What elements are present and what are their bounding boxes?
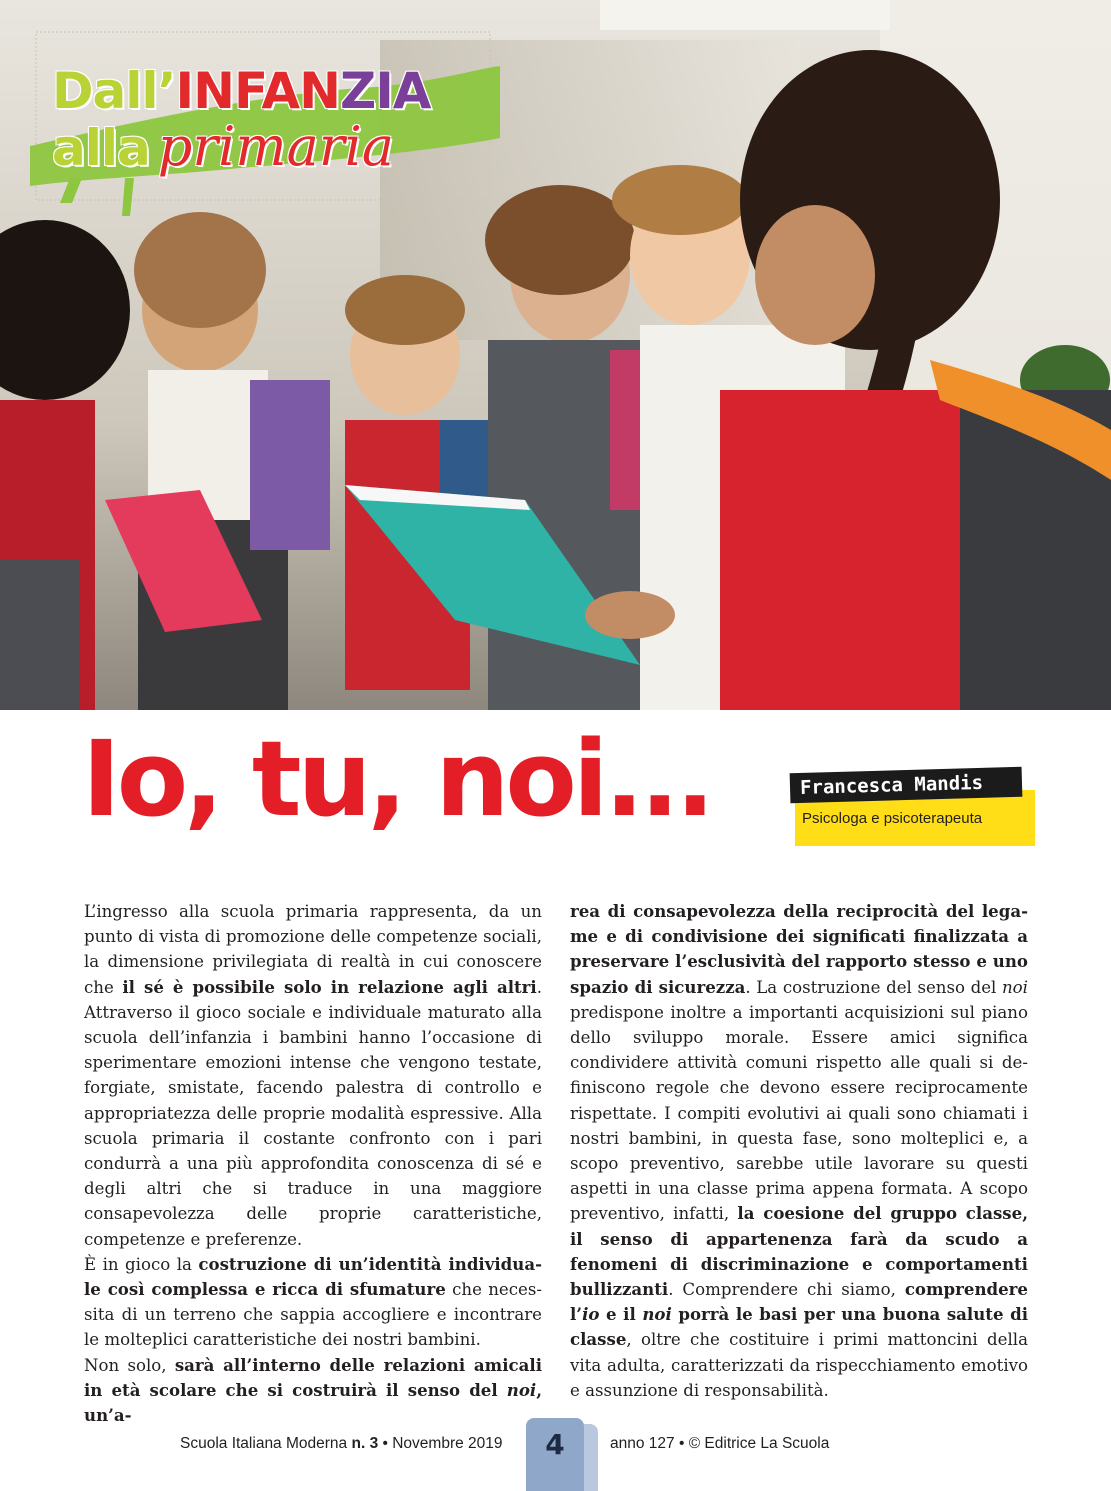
article-column-right <box>570 899 1028 1403</box>
article-title: Io, tu, noi... <box>82 718 711 840</box>
banner-word-infan: INFAN <box>175 62 340 120</box>
banner-word-zia: ZIA <box>339 62 431 120</box>
banner-word-primaria: primaria <box>157 115 395 178</box>
banner-title-line1 <box>52 62 431 120</box>
page-number: 4 <box>545 1428 565 1461</box>
page-tab-shadow <box>584 1424 598 1491</box>
footer-issue-number: n. 3 <box>351 1435 379 1452</box>
article-column-left <box>84 899 542 1428</box>
footer-issue-date: • Novembre 2019 <box>382 1435 503 1452</box>
author-name: Francesca Mandis <box>790 767 1023 803</box>
banner-word-alla: alla <box>52 119 150 177</box>
author-role: Psicologa e psicoterapeuta <box>802 810 983 827</box>
footer-year-publisher: anno 127 • © Editrice La Scuola <box>610 1435 830 1452</box>
footer-magazine-info <box>180 1435 503 1453</box>
article-text-right: rea di consapevolezza della reciprocità del legame e di condivisione dei significati finalizzata a preservare l’esclusività del rapporto stesso e uno spazio di sicurezza. La costruzione del senso del noi predispone inoltre a importanti acquisizioni sul piano dello sviluppo morale. Essere amici significa condividere attività comuni rispetto alle quali si definiscono regole che devono essere reciprocamente rispettate. I compiti evolutivi ai quali sono chiamati i nostri bambini, in questa fase, sono molteplici e, a scopo preventivo, sarebbe utile lavorare su questi aspetti in una classe prima appena formata. A scopo preventivo, infatti, la coesione del gruppo classe, il senso di appartenenza farà da scudo a fenomeni di discriminazione e comportamenti bullizzanti. Comprendere chi siamo, comprendere l’io e il noi porrà le basi per una buona salute di classe, oltre che costituire i primi mattoncini della vita adulta, caratterizzati da rispecchiamento emotivo e assunzione di responsabilità. <box>570 901 1028 1400</box>
banner-word-dall: Dall’ <box>52 62 176 120</box>
article-text-left: L’ingresso alla scuola primaria rappresenta, da un punto di vista di promozione delle competenze sociali, la dimensione privilegiata di realtà in cui conoscere che il sé è possibile solo in relazione agli altri. Attraverso il gioco sociale e individuale maturato alla scuola dell’infanzia i bambini hanno l’occasione di sperimentare emozioni intense che vengono testate, forgiate, smistate, facendo palestra di controllo e appropriatezza delle proprie modalità espressive. Alla scuola primaria il costante confronto con i pari condurrà a una più approfondita conoscenza di sé e degli altri che si traduce in una maggiore consapevolezza delle proprie caratteristiche, competenze e preferenze. È in gioco la costruzione di un’identità individuale così complessa e ricca di sfumature che necessita di un terreno che sappia accogliere e incontrare le molteplici caratteristiche dei nostri bambini. Non solo, sarà all’interno delle relazioni amicali in età scolare che si costruirà il senso del noi, un’a- <box>84 902 543 1426</box>
footer-magazine-name: Scuola Italiana Moderna <box>180 1435 348 1452</box>
section-banner <box>30 28 500 218</box>
banner-title-line2 <box>52 115 395 178</box>
